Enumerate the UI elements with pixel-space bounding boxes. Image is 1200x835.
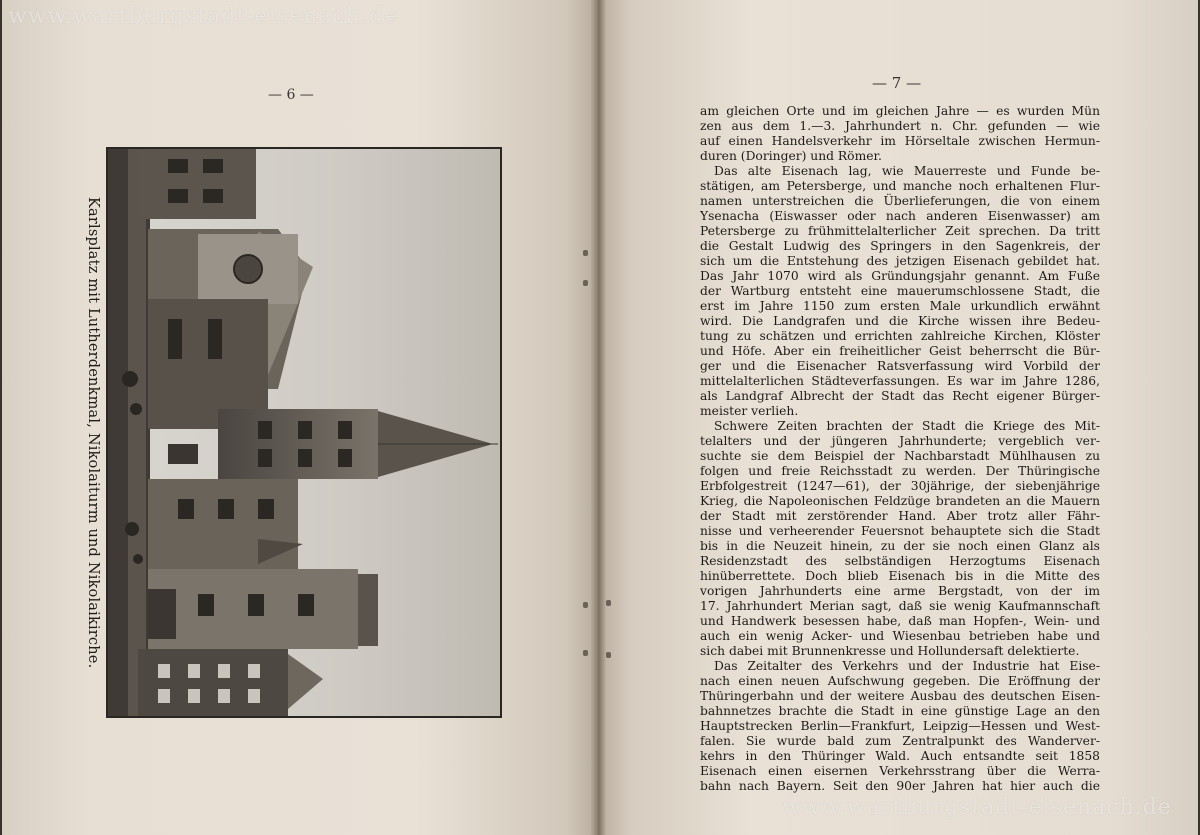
- text-line: duren (Doringer) und Römer.: [700, 149, 882, 163]
- church-photograph: [106, 147, 502, 718]
- text-line: Krieg, die Napoleonischen Feldzüge brandeten an die Mauern: [700, 494, 1100, 508]
- body-text: [700, 104, 1100, 794]
- text-line: Schwere Zeiten brachten der Stadt die Kriege des Mit-: [714, 419, 1100, 433]
- binding-stitch: [583, 280, 588, 286]
- text-line: telalters und der jüngeren Jahrhunderte; vergeblich ver-: [700, 434, 1100, 448]
- text-line: meister verlieh.: [700, 404, 799, 418]
- page-number-left: — 6 —: [268, 87, 314, 103]
- text-line: Eisenach einen eisernen Verkehrsstrang über die Werra-: [700, 764, 1100, 778]
- text-line: der Wartburg entsteht eine mauerumschlossene Stadt, die: [700, 284, 1100, 298]
- text-line: Erbfolgestreit (1247—61), der 30jährige, der siebenjährige: [700, 479, 1100, 493]
- text-line: bahnnetzes brachte die Stadt in eine günstige Lage an den: [700, 704, 1100, 718]
- text-line: die Gestalt Ludwig des Springers in den Sagenkreis, der: [700, 239, 1100, 253]
- text-line: und Höfe. Aber ein freiheitlicher Geist beherrscht die Bür-: [700, 344, 1100, 358]
- page-number-right: — 7 —: [872, 74, 922, 92]
- text-line: Hauptstrecken Berlin—Frankfurt, Leipzig—Hessen und West-: [700, 719, 1100, 733]
- binding-stitch: [583, 650, 588, 656]
- text-line: folgen und freie Reichsstadt zu werden. Der Thüringische: [700, 464, 1100, 478]
- binding-stitch: [583, 250, 588, 256]
- text-line: bahn nach Bayern. Seit den 90er Jahren hat hier auch die: [700, 779, 1100, 793]
- text-line: Ysenacha (Eiswasser oder nach anderen Eisenwasser) am: [700, 209, 1100, 223]
- text-line: am gleichen Orte und im gleichen Jahre — es wurden Mün: [700, 104, 1100, 118]
- text-line: suchte sie dem Beispiel der Nachbarstadt Mühlhausen zu: [700, 449, 1100, 463]
- text-line: kehrs in den Thüringer Wald. Auch entsandte seit 1858: [700, 749, 1100, 763]
- text-line: Das alte Eisenach lag, wie Mauerreste und Funde be-: [714, 164, 1100, 178]
- text-line: zen aus dem 1.—3. Jahrhundert n. Chr. gefunden — wie: [700, 119, 1100, 133]
- text-line: tung zu schätzen und errichten zahlreiche Kirchen, Klöster: [700, 329, 1100, 343]
- text-line: namen unterstreichen die Überlieferungen, die von einem: [700, 194, 1100, 208]
- text-line: und Handwerk besessen habe, daß man Hopfen-, Wein- und: [700, 614, 1100, 628]
- text-line: Das Zeitalter des Verkehrs und der Industrie hat Eise-: [714, 659, 1100, 673]
- text-line: auf einen Handelsverkehr im Hörseltale zwischen Hermun-: [700, 134, 1100, 148]
- text-line: falen. Sie wurde bald zum Zentralpunkt des Wanderver-: [700, 734, 1100, 748]
- binding-stitch: [583, 602, 588, 608]
- text-line: als Landgraf Albrecht der Stadt das Recht eigener Bürger-: [700, 389, 1100, 403]
- text-line: sich um die Entstehung des jetzigen Eisenach gebildet hat.: [700, 254, 1100, 268]
- text-line: der Stadt mit zerstörender Hand. Aber trotz aller Fähr-: [700, 509, 1100, 523]
- photo-caption: Karlsplatz mit Lutherdenkmal, Nikolaiturm und Nikolaikirche.: [85, 196, 101, 669]
- watermark-top: www.wartburgstadt-eisenach.de: [8, 4, 398, 29]
- text-line: mittelalterlichen Städteverfassungen. Es war im Jahre 1286,: [700, 374, 1100, 388]
- text-line: hinüberrettete. Doch blieb Eisenach bis in die Mitte des: [700, 569, 1100, 583]
- binding-stitch: [606, 600, 611, 606]
- text-line: nisse und verheerender Feuersnot behauptete sich die Stadt: [700, 524, 1100, 538]
- text-line: 17. Jahrhundert Merian sagt, daß sie wenig Kaufmannschaft: [700, 599, 1100, 613]
- text-line: sich dabei mit Brunnenkresse und Hollundersaft delektierte.: [700, 644, 1080, 658]
- text-line: Das Jahr 1070 wird als Gründungsjahr genannt. Am Fuße: [700, 269, 1100, 283]
- text-line: Petersberge zu frühmittelalterlicher Zeit sprechen. Da tritt: [700, 224, 1100, 238]
- text-line: vorigen Jahrhunderts eine arme Bergstadt, von der im: [700, 584, 1100, 598]
- text-line: nach einen neuen Aufschwung gegeben. Die Eröffnung der: [700, 674, 1100, 688]
- text-line: erst im Jahre 1150 zum ersten Male urkundlich erwähnt: [700, 299, 1100, 313]
- text-line: Thüringerbahn und der weitere Ausbau des deutschen Eisen-: [700, 689, 1100, 703]
- text-line: stätigen, am Petersberge, und manche noch erhaltenen Flur-: [700, 179, 1100, 193]
- text-line: auch ein wenig Acker- und Wiesenbau betrieben habe und: [700, 629, 1100, 643]
- book-gutter: [590, 0, 606, 835]
- text-line: ger und die Eisenacher Ratsverfassung wird Vorbild der: [700, 359, 1100, 373]
- church-photograph-illustration: [108, 149, 500, 716]
- binding-stitch: [606, 652, 611, 658]
- text-line: Residenzstadt des selbständigen Herzogtums Eisenach: [700, 554, 1100, 568]
- watermark-bottom: www.wartburgstadt-eisenach.de: [782, 795, 1172, 820]
- text-line: bis in die Neuzeit hinein, zu der sie noch einen Glanz als: [700, 539, 1100, 553]
- text-line: wird. Die Landgrafen und die Kirche wissen ihre Bedeu-: [700, 314, 1100, 328]
